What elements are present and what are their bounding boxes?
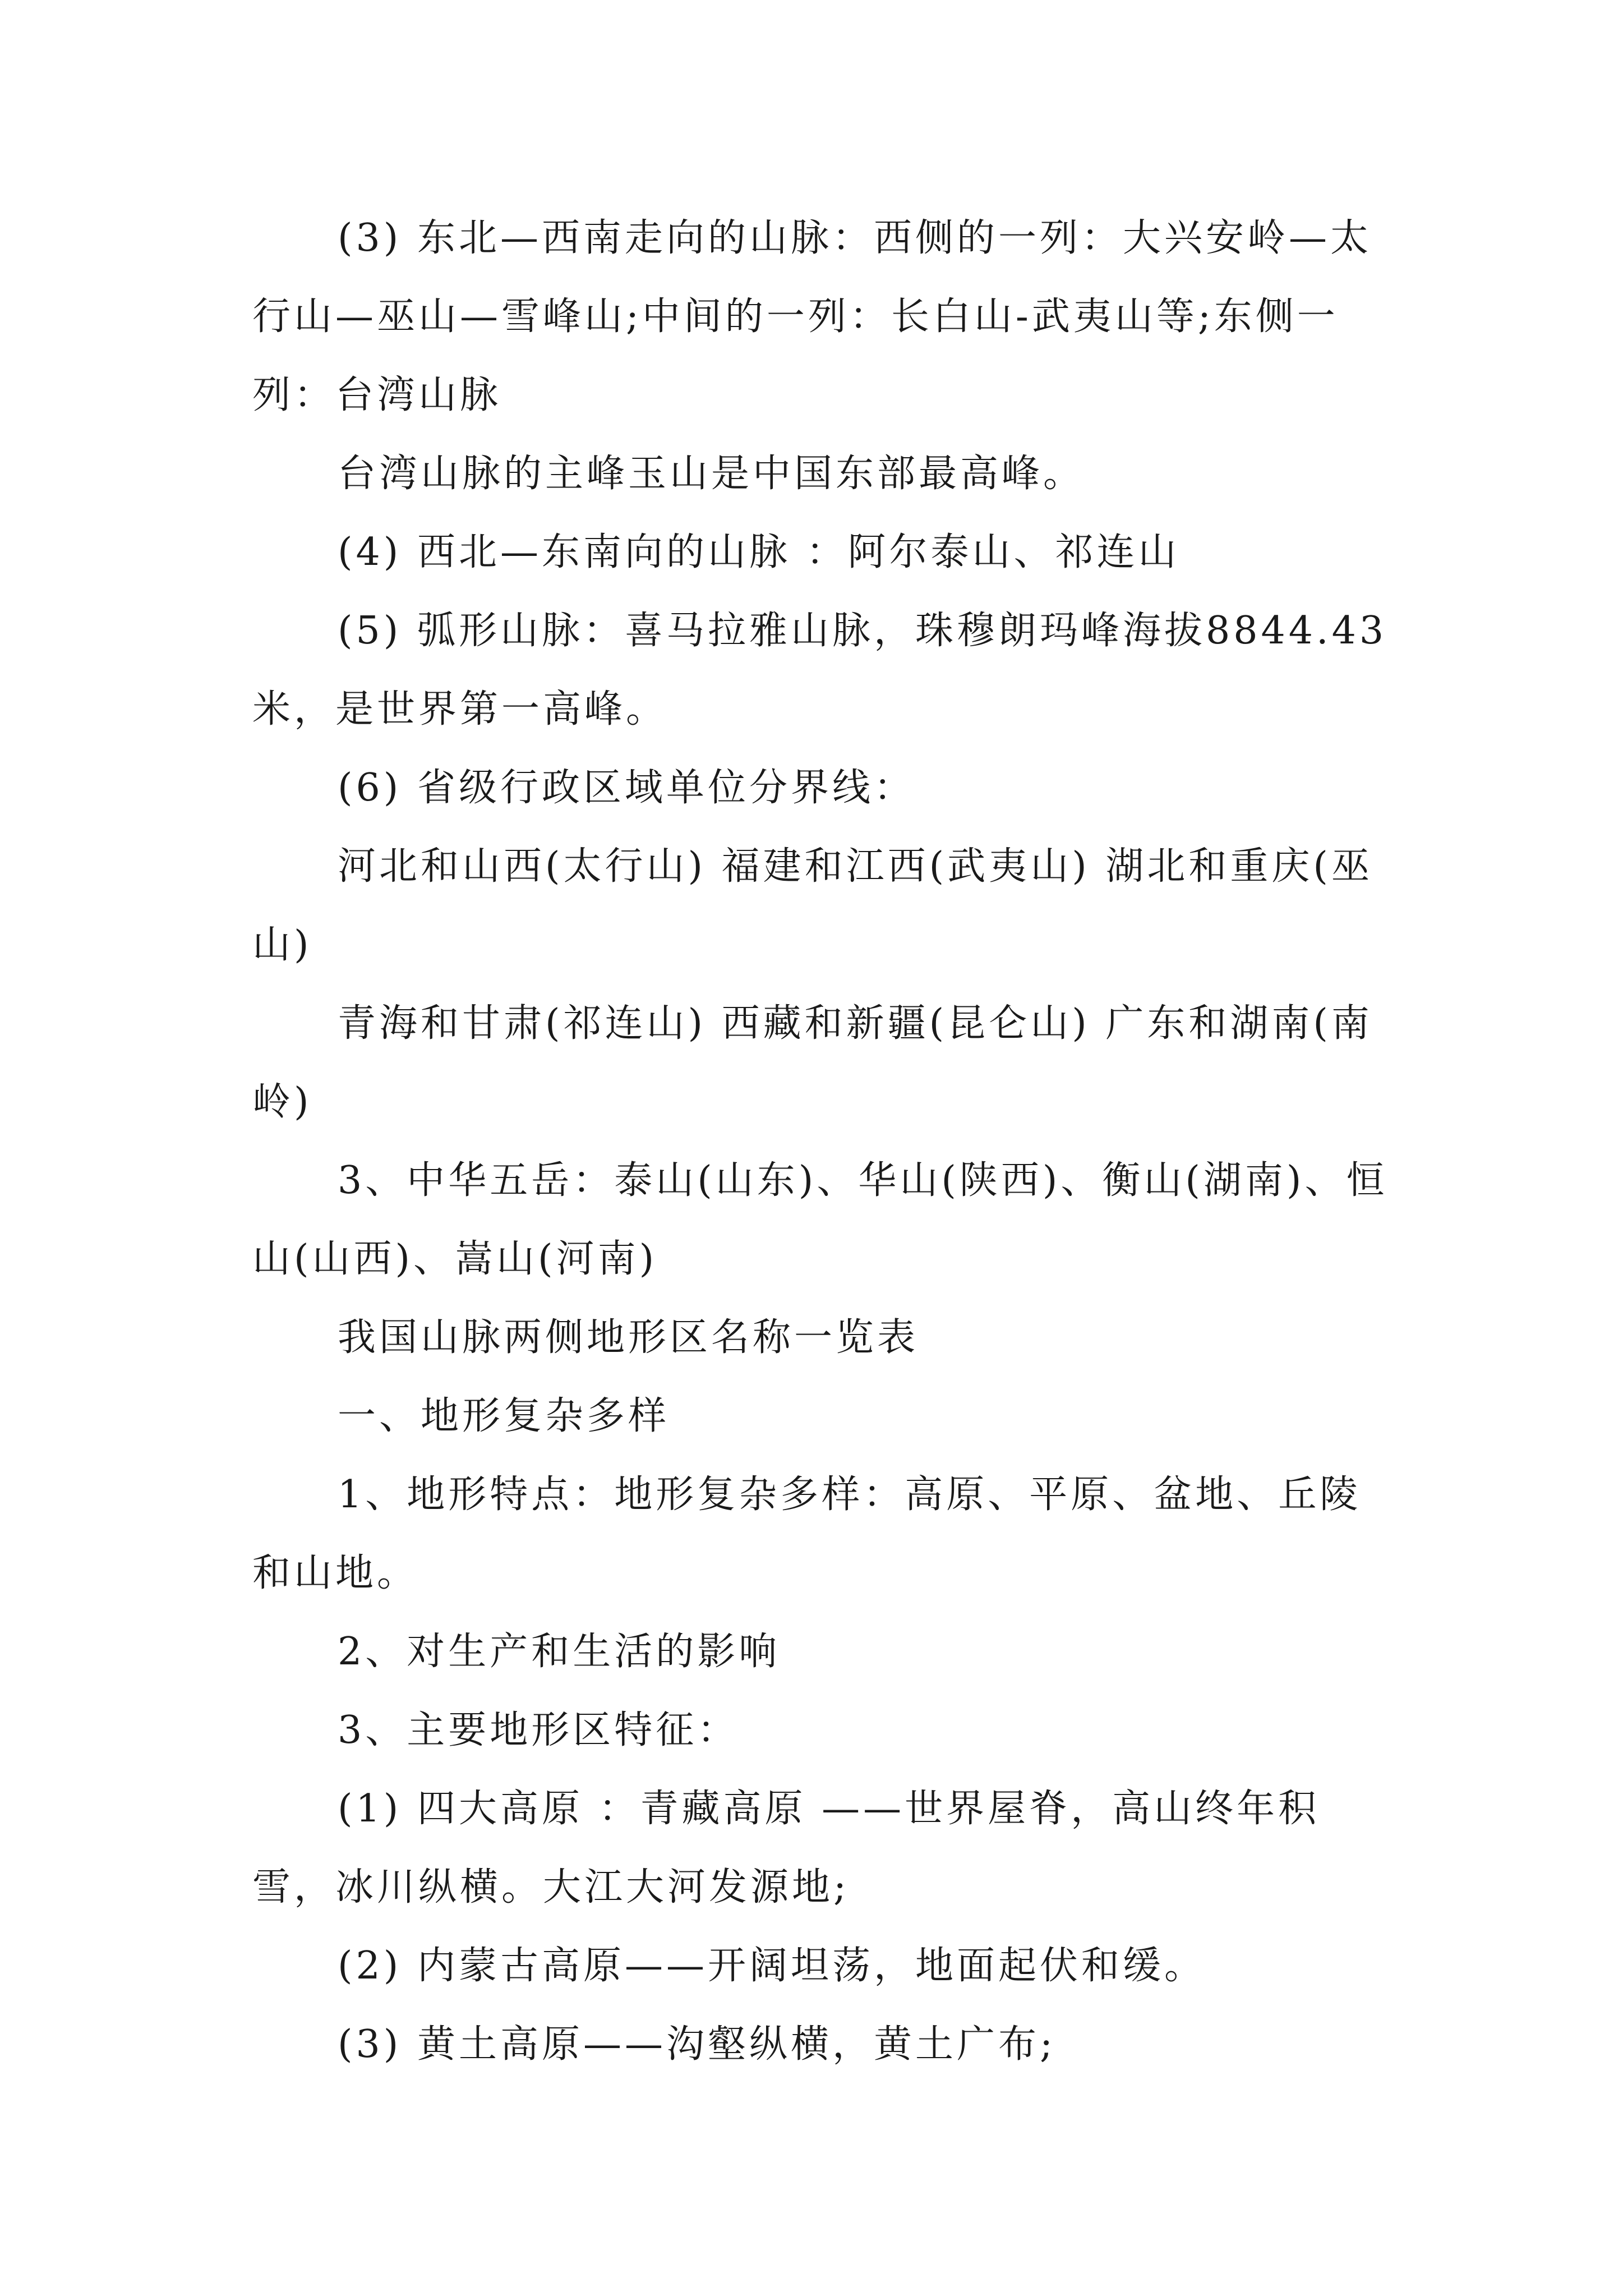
paragraph-five-great-mountains: 3、中华五岳：泰山(山东)、华山(陕西)、衡山(湖南)、恒山(山西)、嵩山(河南) — [252, 1158, 1388, 1281]
paragraph-yushan-peak: 台湾山脉的主峰玉山是中国东部最高峰。 — [338, 452, 1085, 496]
paragraph-main-regions: 3、主要地形区特征： — [338, 1708, 739, 1752]
paragraph-impact: 2、对生产和生活的影响 — [338, 1630, 781, 1674]
paragraph-boundary-list-1: 河北和山西(太行山) 福建和江西(武夷山) 湖北和重庆(巫山) — [252, 844, 1373, 967]
section-heading-terrain: 一、地形复杂多样 — [338, 1394, 670, 1438]
paragraph-arc-ranges: (5) 弧形山脉：喜马拉雅山脉，珠穆朗玛峰海拔8844.43米，是世界第一高峰。 — [252, 609, 1387, 731]
paragraph-northwest-southeast-ranges: (4) 西北—东南向的山脉 ：阿尔泰山、祁连山 — [338, 530, 1180, 574]
paragraph-boundary-list-2: 青海和甘肃(祁连山) 西藏和新疆(昆仑山) 广东和湖南(南岭) — [252, 1001, 1373, 1124]
paragraph-provincial-boundaries: (6) 省级行政区域单位分界线： — [338, 766, 915, 810]
document-body — [252, 199, 1391, 2084]
paragraph-terrain-features: 1、地形特点：地形复杂多样：高原、平原、盆地、丘陵和山地。 — [252, 1473, 1362, 1595]
paragraph-four-plateaus: (1) 四大高原 ：青藏高原 ——世界屋脊，高山终年积雪，冰川纵横。大江大河发源地; — [252, 1787, 1320, 1910]
paragraph-inner-mongolia-plateau: (2) 内蒙古高原——开阔坦荡，地面起伏和缓。 — [338, 1944, 1206, 1988]
paragraph-table-title: 我国山脉两侧地形区名称一览表 — [338, 1315, 919, 1360]
paragraph-northeast-southwest-ranges: (3) 东北—西南走向的山脉：西侧的一列：大兴安岭—太行山—巫山—雪峰山;中间的一列：长白山-武夷山等;东侧一列：台湾山脉 — [252, 216, 1372, 417]
paragraph-loess-plateau: (3) 黄土高原——沟壑纵横，黄土广布; — [338, 2022, 1056, 2067]
